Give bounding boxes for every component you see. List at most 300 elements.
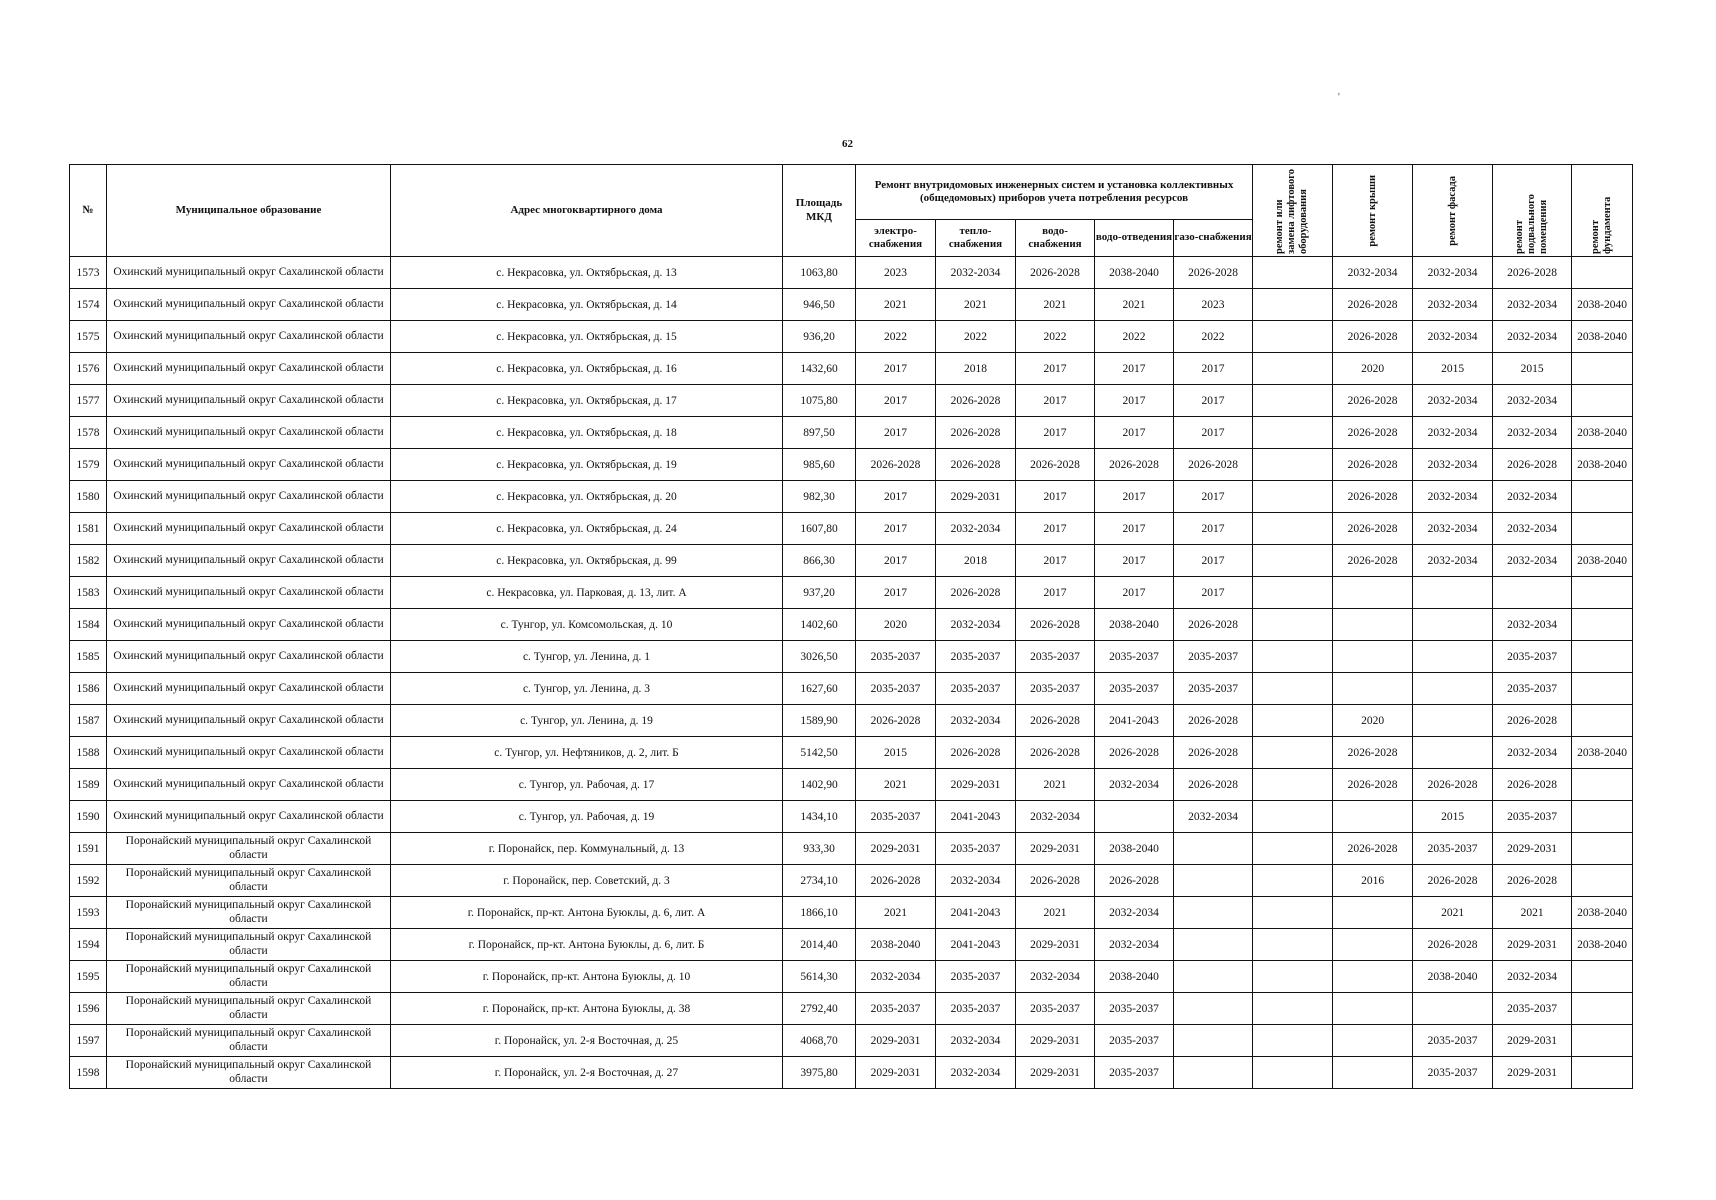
facade-cell: 2032-2034 bbox=[1413, 289, 1493, 321]
header-drain: водо-отведения bbox=[1095, 220, 1174, 257]
heat-cell: 2032-2034 bbox=[936, 513, 1016, 545]
address-cell: г. Поронайск, пер. Советский, д. 3 bbox=[391, 865, 783, 897]
facade-cell: 2035-2037 bbox=[1413, 833, 1493, 865]
row-number: 1598 bbox=[70, 1057, 107, 1089]
row-number: 1573 bbox=[70, 257, 107, 289]
heat-cell: 2026-2028 bbox=[936, 577, 1016, 609]
foundation-cell bbox=[1572, 993, 1633, 1025]
area-cell: 2792,40 bbox=[783, 993, 856, 1025]
address-cell: с. Некрасовка, ул. Парковая, д. 13, лит. А bbox=[391, 577, 783, 609]
address-cell: с. Тунгор, ул. Рабочая, д. 17 bbox=[391, 769, 783, 801]
table-row bbox=[70, 609, 1633, 641]
row-number: 1593 bbox=[70, 897, 107, 929]
electric-cell: 2029-2031 bbox=[856, 833, 936, 865]
lift-cell bbox=[1253, 513, 1333, 545]
lift-cell bbox=[1253, 577, 1333, 609]
heat-cell: 2032-2034 bbox=[936, 257, 1016, 289]
row-number: 1577 bbox=[70, 385, 107, 417]
municipality-cell: Охинский муниципальный округ Сахалинской области bbox=[107, 609, 391, 641]
roof-cell bbox=[1333, 929, 1413, 961]
drain-cell bbox=[1095, 801, 1174, 833]
water-cell: 2035-2037 bbox=[1016, 673, 1095, 705]
header-area: Площадь МКД bbox=[783, 165, 856, 257]
address-cell: с. Тунгор, ул. Ленина, д. 19 bbox=[391, 705, 783, 737]
foundation-cell: 2038-2040 bbox=[1572, 545, 1633, 577]
drain-cell: 2017 bbox=[1095, 417, 1174, 449]
electric-cell: 2021 bbox=[856, 897, 936, 929]
foundation-cell bbox=[1572, 353, 1633, 385]
foundation-cell: 2038-2040 bbox=[1572, 449, 1633, 481]
lift-cell bbox=[1253, 417, 1333, 449]
drain-cell: 2032-2034 bbox=[1095, 897, 1174, 929]
heat-cell: 2035-2037 bbox=[936, 833, 1016, 865]
basement-cell: 2029-2031 bbox=[1493, 833, 1572, 865]
address-cell: с. Некрасовка, ул. Октябрьская, д. 15 bbox=[391, 321, 783, 353]
gas-cell bbox=[1174, 897, 1253, 929]
municipality-cell: Охинский муниципальный округ Сахалинской области bbox=[107, 257, 391, 289]
roof-cell: 2020 bbox=[1333, 353, 1413, 385]
drain-cell: 2017 bbox=[1095, 385, 1174, 417]
municipality-cell: Охинский муниципальный округ Сахалинской области bbox=[107, 321, 391, 353]
lift-cell bbox=[1253, 705, 1333, 737]
drain-cell: 2017 bbox=[1095, 353, 1174, 385]
heat-cell: 2041-2043 bbox=[936, 801, 1016, 833]
basement-cell: 2026-2028 bbox=[1493, 449, 1572, 481]
address-cell: с. Тунгор, ул. Рабочая, д. 19 bbox=[391, 801, 783, 833]
drain-cell: 2017 bbox=[1095, 513, 1174, 545]
roof-cell: 2026-2028 bbox=[1333, 737, 1413, 769]
row-number: 1594 bbox=[70, 929, 107, 961]
water-cell: 2017 bbox=[1016, 513, 1095, 545]
row-number: 1575 bbox=[70, 321, 107, 353]
roof-cell bbox=[1333, 641, 1413, 673]
facade-cell: 2032-2034 bbox=[1413, 257, 1493, 289]
roof-cell: 2016 bbox=[1333, 865, 1413, 897]
basement-cell bbox=[1493, 577, 1572, 609]
heat-cell: 2035-2037 bbox=[936, 641, 1016, 673]
basement-cell: 2035-2037 bbox=[1493, 993, 1572, 1025]
header-systems-group: Ремонт внутридомовых инженерных систем и установка коллективных (общедомовых) приборов учета потребления ресурсов bbox=[856, 165, 1253, 220]
municipality-cell: Охинский муниципальный округ Сахалинской области bbox=[107, 673, 391, 705]
header-gas: газо-снабжения bbox=[1174, 220, 1253, 257]
table-row bbox=[70, 289, 1633, 321]
lift-cell bbox=[1253, 673, 1333, 705]
address-cell: г. Поронайск, пр-кт. Антона Буюклы, д. 38 bbox=[391, 993, 783, 1025]
lift-cell bbox=[1253, 321, 1333, 353]
foundation-cell bbox=[1572, 1057, 1633, 1089]
foundation-cell bbox=[1572, 1025, 1633, 1057]
area-cell: 897,50 bbox=[783, 417, 856, 449]
municipality-cell: Охинский муниципальный округ Сахалинской области bbox=[107, 545, 391, 577]
municipality-cell: Поронайский муниципальный округ Сахалинской области bbox=[107, 1025, 391, 1057]
lift-cell bbox=[1253, 289, 1333, 321]
facade-cell: 2032-2034 bbox=[1413, 545, 1493, 577]
electric-cell: 2032-2034 bbox=[856, 961, 936, 993]
foundation-cell bbox=[1572, 833, 1633, 865]
gas-cell: 2035-2037 bbox=[1174, 641, 1253, 673]
gas-cell bbox=[1174, 1057, 1253, 1089]
facade-cell bbox=[1413, 609, 1493, 641]
foundation-cell bbox=[1572, 961, 1633, 993]
table-body bbox=[70, 257, 1633, 1089]
lift-cell bbox=[1253, 833, 1333, 865]
area-cell: 933,30 bbox=[783, 833, 856, 865]
basement-cell: 2026-2028 bbox=[1493, 865, 1572, 897]
electric-cell: 2035-2037 bbox=[856, 993, 936, 1025]
address-cell: г. Поронайск, пер. Коммунальный, д. 13 bbox=[391, 833, 783, 865]
foundation-cell: 2038-2040 bbox=[1572, 321, 1633, 353]
roof-cell: 2026-2028 bbox=[1333, 481, 1413, 513]
table-row bbox=[70, 961, 1633, 993]
drain-cell: 2035-2037 bbox=[1095, 1057, 1174, 1089]
row-number: 1580 bbox=[70, 481, 107, 513]
table-row bbox=[70, 865, 1633, 897]
water-cell: 2026-2028 bbox=[1016, 257, 1095, 289]
header-facade-label: ремонт фасада bbox=[1446, 175, 1458, 246]
facade-cell: 2032-2034 bbox=[1413, 449, 1493, 481]
header-electric: электро-снабжения bbox=[856, 220, 936, 257]
gas-cell: 2017 bbox=[1174, 545, 1253, 577]
gas-cell: 2026-2028 bbox=[1174, 705, 1253, 737]
water-cell: 2017 bbox=[1016, 385, 1095, 417]
foundation-cell bbox=[1572, 577, 1633, 609]
facade-cell: 2015 bbox=[1413, 353, 1493, 385]
water-cell: 2021 bbox=[1016, 897, 1095, 929]
scan-speck: ' bbox=[1338, 92, 1340, 103]
address-cell: г. Поронайск, ул. 2-я Восточная, д. 25 bbox=[391, 1025, 783, 1057]
heat-cell: 2041-2043 bbox=[936, 929, 1016, 961]
header-facade bbox=[1413, 165, 1493, 257]
address-cell: с. Некрасовка, ул. Октябрьская, д. 18 bbox=[391, 417, 783, 449]
foundation-cell bbox=[1572, 481, 1633, 513]
facade-cell: 2032-2034 bbox=[1413, 417, 1493, 449]
table-row bbox=[70, 417, 1633, 449]
gas-cell bbox=[1174, 833, 1253, 865]
area-cell: 5614,30 bbox=[783, 961, 856, 993]
drain-cell: 2032-2034 bbox=[1095, 929, 1174, 961]
table-row bbox=[70, 577, 1633, 609]
foundation-cell bbox=[1572, 257, 1633, 289]
table-row bbox=[70, 353, 1633, 385]
roof-cell bbox=[1333, 801, 1413, 833]
electric-cell: 2020 bbox=[856, 609, 936, 641]
heat-cell: 2018 bbox=[936, 353, 1016, 385]
basement-cell: 2032-2034 bbox=[1493, 289, 1572, 321]
area-cell: 5142,50 bbox=[783, 737, 856, 769]
foundation-cell: 2038-2040 bbox=[1572, 417, 1633, 449]
electric-cell: 2035-2037 bbox=[856, 641, 936, 673]
electric-cell: 2021 bbox=[856, 289, 936, 321]
row-number: 1590 bbox=[70, 801, 107, 833]
area-cell: 4068,70 bbox=[783, 1025, 856, 1057]
foundation-cell bbox=[1572, 801, 1633, 833]
heat-cell: 2032-2034 bbox=[936, 609, 1016, 641]
electric-cell: 2017 bbox=[856, 481, 936, 513]
lift-cell bbox=[1253, 545, 1333, 577]
address-cell: с. Некрасовка, ул. Октябрьская, д. 13 bbox=[391, 257, 783, 289]
water-cell: 2026-2028 bbox=[1016, 449, 1095, 481]
basement-cell: 2032-2034 bbox=[1493, 609, 1572, 641]
municipality-cell: Охинский муниципальный округ Сахалинской области bbox=[107, 801, 391, 833]
table-row bbox=[70, 481, 1633, 513]
electric-cell: 2029-2031 bbox=[856, 1025, 936, 1057]
heat-cell: 2022 bbox=[936, 321, 1016, 353]
foundation-cell: 2038-2040 bbox=[1572, 289, 1633, 321]
heat-cell: 2018 bbox=[936, 545, 1016, 577]
drain-cell: 2026-2028 bbox=[1095, 449, 1174, 481]
area-cell: 937,20 bbox=[783, 577, 856, 609]
foundation-cell bbox=[1572, 865, 1633, 897]
area-cell: 1866,10 bbox=[783, 897, 856, 929]
electric-cell: 2017 bbox=[856, 513, 936, 545]
drain-cell: 2026-2028 bbox=[1095, 737, 1174, 769]
area-cell: 1402,60 bbox=[783, 609, 856, 641]
header-num: № bbox=[70, 165, 107, 257]
facade-cell bbox=[1413, 641, 1493, 673]
facade-cell bbox=[1413, 577, 1493, 609]
address-cell: с. Некрасовка, ул. Октябрьская, д. 99 bbox=[391, 545, 783, 577]
area-cell: 1432,60 bbox=[783, 353, 856, 385]
facade-cell: 2032-2034 bbox=[1413, 321, 1493, 353]
area-cell: 1607,80 bbox=[783, 513, 856, 545]
lift-cell bbox=[1253, 865, 1333, 897]
table-row bbox=[70, 673, 1633, 705]
address-cell: с. Тунгор, ул. Ленина, д. 1 bbox=[391, 641, 783, 673]
foundation-cell bbox=[1572, 641, 1633, 673]
facade-cell bbox=[1413, 737, 1493, 769]
header-basement bbox=[1493, 165, 1572, 257]
heat-cell: 2032-2034 bbox=[936, 705, 1016, 737]
row-number: 1583 bbox=[70, 577, 107, 609]
municipality-cell: Охинский муниципальный округ Сахалинской области bbox=[107, 737, 391, 769]
address-cell: с. Тунгор, ул. Ленина, д. 3 bbox=[391, 673, 783, 705]
row-number: 1591 bbox=[70, 833, 107, 865]
municipality-cell: Охинский муниципальный округ Сахалинской области bbox=[107, 769, 391, 801]
basement-cell: 2029-2031 bbox=[1493, 1025, 1572, 1057]
drain-cell: 2038-2040 bbox=[1095, 609, 1174, 641]
drain-cell: 2017 bbox=[1095, 481, 1174, 513]
basement-cell: 2029-2031 bbox=[1493, 929, 1572, 961]
foundation-cell: 2038-2040 bbox=[1572, 737, 1633, 769]
municipality-cell: Охинский муниципальный округ Сахалинской области bbox=[107, 353, 391, 385]
foundation-cell bbox=[1572, 673, 1633, 705]
municipality-cell: Охинский муниципальный округ Сахалинской области bbox=[107, 449, 391, 481]
drain-cell: 2035-2037 bbox=[1095, 1025, 1174, 1057]
gas-cell: 2022 bbox=[1174, 321, 1253, 353]
roof-cell: 2026-2028 bbox=[1333, 449, 1413, 481]
electric-cell: 2017 bbox=[856, 353, 936, 385]
address-cell: с. Тунгор, ул. Нефтяников, д. 2, лит. Б bbox=[391, 737, 783, 769]
row-number: 1584 bbox=[70, 609, 107, 641]
roof-cell: 2026-2028 bbox=[1333, 545, 1413, 577]
municipality-cell: Поронайский муниципальный округ Сахалинской области bbox=[107, 929, 391, 961]
row-number: 1595 bbox=[70, 961, 107, 993]
drain-cell: 2038-2040 bbox=[1095, 961, 1174, 993]
water-cell: 2032-2034 bbox=[1016, 961, 1095, 993]
municipality-cell: Поронайский муниципальный округ Сахалинской области bbox=[107, 1057, 391, 1089]
electric-cell: 2026-2028 bbox=[856, 705, 936, 737]
electric-cell: 2017 bbox=[856, 417, 936, 449]
basement-cell: 2026-2028 bbox=[1493, 769, 1572, 801]
address-cell: г. Поронайск, ул. 2-я Восточная, д. 27 bbox=[391, 1057, 783, 1089]
heat-cell: 2032-2034 bbox=[936, 865, 1016, 897]
drain-cell: 2021 bbox=[1095, 289, 1174, 321]
lift-cell bbox=[1253, 993, 1333, 1025]
lift-cell bbox=[1253, 737, 1333, 769]
basement-cell: 2026-2028 bbox=[1493, 257, 1572, 289]
table-row bbox=[70, 801, 1633, 833]
table-row bbox=[70, 993, 1633, 1025]
heat-cell: 2021 bbox=[936, 289, 1016, 321]
header-lift bbox=[1253, 165, 1333, 257]
table-row bbox=[70, 513, 1633, 545]
drain-cell: 2035-2037 bbox=[1095, 641, 1174, 673]
gas-cell bbox=[1174, 961, 1253, 993]
water-cell: 2017 bbox=[1016, 545, 1095, 577]
table-row bbox=[70, 449, 1633, 481]
area-cell: 1434,10 bbox=[783, 801, 856, 833]
lift-cell bbox=[1253, 353, 1333, 385]
lift-cell bbox=[1253, 1057, 1333, 1089]
gas-cell: 2017 bbox=[1174, 577, 1253, 609]
header-lift-label: ремонт или замена лифтового оборудования bbox=[1274, 168, 1310, 254]
facade-cell: 2021 bbox=[1413, 897, 1493, 929]
lift-cell bbox=[1253, 481, 1333, 513]
basement-cell: 2015 bbox=[1493, 353, 1572, 385]
drain-cell: 2035-2037 bbox=[1095, 993, 1174, 1025]
basement-cell: 2032-2034 bbox=[1493, 417, 1572, 449]
basement-cell: 2021 bbox=[1493, 897, 1572, 929]
row-number: 1587 bbox=[70, 705, 107, 737]
roof-cell bbox=[1333, 961, 1413, 993]
gas-cell: 2017 bbox=[1174, 481, 1253, 513]
water-cell: 2026-2028 bbox=[1016, 609, 1095, 641]
foundation-cell bbox=[1572, 513, 1633, 545]
area-cell: 2014,40 bbox=[783, 929, 856, 961]
roof-cell: 2026-2028 bbox=[1333, 769, 1413, 801]
row-number: 1592 bbox=[70, 865, 107, 897]
heat-cell: 2035-2037 bbox=[936, 961, 1016, 993]
electric-cell: 2017 bbox=[856, 385, 936, 417]
water-cell: 2017 bbox=[1016, 417, 1095, 449]
table-row bbox=[70, 1025, 1633, 1057]
row-number: 1582 bbox=[70, 545, 107, 577]
area-cell: 1075,80 bbox=[783, 385, 856, 417]
facade-cell: 2032-2034 bbox=[1413, 513, 1493, 545]
lift-cell bbox=[1253, 449, 1333, 481]
roof-cell: 2026-2028 bbox=[1333, 385, 1413, 417]
municipality-cell: Поронайский муниципальный округ Сахалинской области bbox=[107, 833, 391, 865]
foundation-cell bbox=[1572, 705, 1633, 737]
address-cell: с. Некрасовка, ул. Октябрьская, д. 14 bbox=[391, 289, 783, 321]
header-heat: тепло-снабжения bbox=[936, 220, 1016, 257]
facade-cell: 2026-2028 bbox=[1413, 929, 1493, 961]
row-number: 1596 bbox=[70, 993, 107, 1025]
address-cell: с. Некрасовка, ул. Октябрьская, д. 19 bbox=[391, 449, 783, 481]
lift-cell bbox=[1253, 897, 1333, 929]
lift-cell bbox=[1253, 257, 1333, 289]
basement-cell: 2032-2034 bbox=[1493, 321, 1572, 353]
roof-cell: 2026-2028 bbox=[1333, 513, 1413, 545]
facade-cell: 2015 bbox=[1413, 801, 1493, 833]
facade-cell: 2032-2034 bbox=[1413, 481, 1493, 513]
electric-cell: 2035-2037 bbox=[856, 673, 936, 705]
gas-cell: 2023 bbox=[1174, 289, 1253, 321]
municipality-cell: Поронайский муниципальный округ Сахалинской области bbox=[107, 897, 391, 929]
address-cell: с. Некрасовка, ул. Октябрьская, д. 17 bbox=[391, 385, 783, 417]
municipality-cell: Охинский муниципальный округ Сахалинской области bbox=[107, 289, 391, 321]
drain-cell: 2022 bbox=[1095, 321, 1174, 353]
water-cell: 2021 bbox=[1016, 289, 1095, 321]
electric-cell: 2026-2028 bbox=[856, 865, 936, 897]
drain-cell: 2041-2043 bbox=[1095, 705, 1174, 737]
gas-cell bbox=[1174, 929, 1253, 961]
municipality-cell: Охинский муниципальный округ Сахалинской области bbox=[107, 417, 391, 449]
header-municipality: Муниципальное образование bbox=[107, 165, 391, 257]
water-cell: 2035-2037 bbox=[1016, 993, 1095, 1025]
gas-cell: 2026-2028 bbox=[1174, 257, 1253, 289]
facade-cell bbox=[1413, 993, 1493, 1025]
address-cell: г. Поронайск, пр-кт. Антона Буюклы, д. 6, лит. Б bbox=[391, 929, 783, 961]
row-number: 1588 bbox=[70, 737, 107, 769]
facade-cell bbox=[1413, 705, 1493, 737]
row-number: 1576 bbox=[70, 353, 107, 385]
electric-cell: 2029-2031 bbox=[856, 1057, 936, 1089]
facade-cell: 2026-2028 bbox=[1413, 769, 1493, 801]
roof-cell: 2032-2034 bbox=[1333, 257, 1413, 289]
drain-cell: 2026-2028 bbox=[1095, 865, 1174, 897]
basement-cell: 2032-2034 bbox=[1493, 737, 1572, 769]
table-row bbox=[70, 705, 1633, 737]
roof-cell: 2026-2028 bbox=[1333, 289, 1413, 321]
area-cell: 1063,80 bbox=[783, 257, 856, 289]
water-cell: 2029-2031 bbox=[1016, 1025, 1095, 1057]
drain-cell: 2038-2040 bbox=[1095, 257, 1174, 289]
roof-cell: 2026-2028 bbox=[1333, 833, 1413, 865]
gas-cell: 2017 bbox=[1174, 417, 1253, 449]
water-cell: 2026-2028 bbox=[1016, 737, 1095, 769]
table-row bbox=[70, 321, 1633, 353]
basement-cell: 2032-2034 bbox=[1493, 961, 1572, 993]
row-number: 1597 bbox=[70, 1025, 107, 1057]
table-row bbox=[70, 833, 1633, 865]
heat-cell: 2026-2028 bbox=[936, 449, 1016, 481]
address-cell: г. Поронайск, пр-кт. Антона Буюклы, д. 10 bbox=[391, 961, 783, 993]
heat-cell: 2029-2031 bbox=[936, 769, 1016, 801]
foundation-cell bbox=[1572, 609, 1633, 641]
address-cell: с. Некрасовка, ул. Октябрьская, д. 20 bbox=[391, 481, 783, 513]
municipality-cell: Охинский муниципальный округ Сахалинской области bbox=[107, 641, 391, 673]
heat-cell: 2032-2034 bbox=[936, 1057, 1016, 1089]
water-cell: 2017 bbox=[1016, 481, 1095, 513]
foundation-cell bbox=[1572, 769, 1633, 801]
gas-cell: 2026-2028 bbox=[1174, 769, 1253, 801]
municipality-cell: Охинский муниципальный округ Сахалинской области bbox=[107, 705, 391, 737]
roof-cell bbox=[1333, 993, 1413, 1025]
area-cell: 3975,80 bbox=[783, 1057, 856, 1089]
area-cell: 946,50 bbox=[783, 289, 856, 321]
table-row bbox=[70, 641, 1633, 673]
basement-cell: 2032-2034 bbox=[1493, 545, 1572, 577]
table-row bbox=[70, 929, 1633, 961]
drain-cell: 2017 bbox=[1095, 577, 1174, 609]
header-foundation bbox=[1572, 165, 1633, 257]
area-cell: 936,20 bbox=[783, 321, 856, 353]
lift-cell bbox=[1253, 801, 1333, 833]
facade-cell: 2035-2037 bbox=[1413, 1057, 1493, 1089]
water-cell: 2022 bbox=[1016, 321, 1095, 353]
address-cell: г. Поронайск, пр-кт. Антона Буюклы, д. 6, лит. А bbox=[391, 897, 783, 929]
